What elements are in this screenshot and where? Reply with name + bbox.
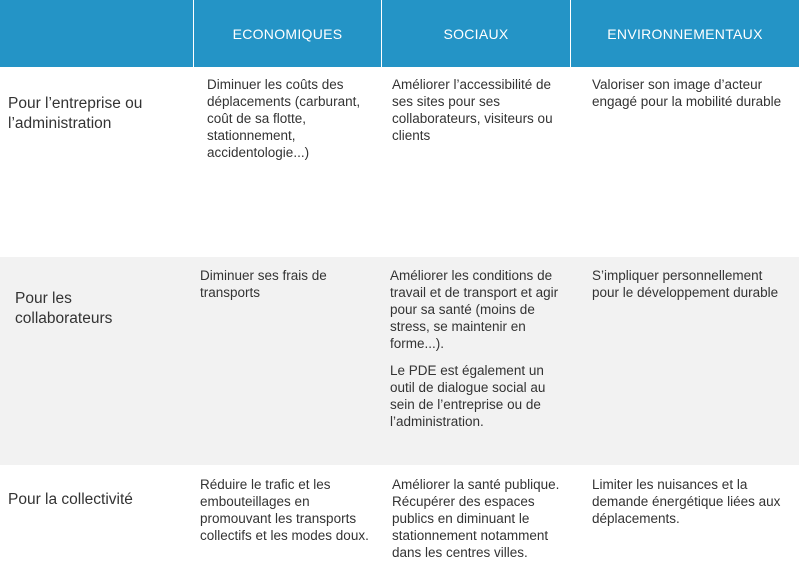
table-row-collectivite xyxy=(0,465,799,588)
cell-paragraph: Améliorer la santé publique. Récupérer des espaces publics en diminuant le stationnement notamment dans les centres villes. xyxy=(392,477,560,560)
cell-sociaux xyxy=(392,76,564,144)
cell-economiques xyxy=(200,267,370,301)
cell-economiques xyxy=(200,476,378,544)
cell-paragraph: Le PDE est également un outil de dialogue social au sein de l’entreprise ou de l’administration. xyxy=(390,363,546,429)
cell-paragraph: Diminuer les coûts des déplacements (carburant, coût de sa flotte, stationnement, accidentologie...) xyxy=(207,77,361,160)
cell-environnementaux xyxy=(592,267,792,301)
table-row-collaborateurs xyxy=(0,257,799,465)
table-row-entreprise xyxy=(0,67,799,257)
header-economiques: ECONOMIQUES xyxy=(232,25,343,42)
row-label: Pour les collaborateurs xyxy=(15,290,113,327)
cell-paragraph: Réduire le trafic et les embouteillages en promouvant les transports collectifs et les modes doux. xyxy=(200,477,369,543)
header-sociaux: SOCIAUX xyxy=(443,25,509,42)
row-label: Pour la collectivité xyxy=(8,491,133,508)
cell-paragraph: Améliorer les conditions de travail et de transport et agir pour sa santé (moins de stress, se maintenir en forme...). xyxy=(390,268,559,351)
table-header xyxy=(0,0,799,67)
cell-environnementaux xyxy=(592,76,792,110)
cell-environnementaux xyxy=(592,476,792,527)
row-label: Pour l’entreprise ou l’administration xyxy=(8,95,143,132)
cell-paragraph: Valoriser son image d’acteur engagé pour la mobilité durable xyxy=(592,77,782,109)
cell-paragraph: Limiter les nuisances et la demande énergétique liées aux déplacements. xyxy=(592,477,781,526)
cell-paragraph: S’impliquer personnellement pour le développement durable xyxy=(592,268,779,300)
cell-paragraph: Améliorer l’accessibilité de ses sites pour ses collaborateurs, visiteurs ou clients xyxy=(392,77,553,143)
cell-paragraph: Diminuer ses frais de transports xyxy=(200,268,327,300)
header-environnementaux: ENVIRONNEMENTAUX xyxy=(607,25,763,42)
cell-economiques xyxy=(207,76,377,161)
header-empty-cell xyxy=(0,0,193,67)
cell-sociaux xyxy=(390,267,565,430)
cell-sociaux xyxy=(392,476,560,561)
